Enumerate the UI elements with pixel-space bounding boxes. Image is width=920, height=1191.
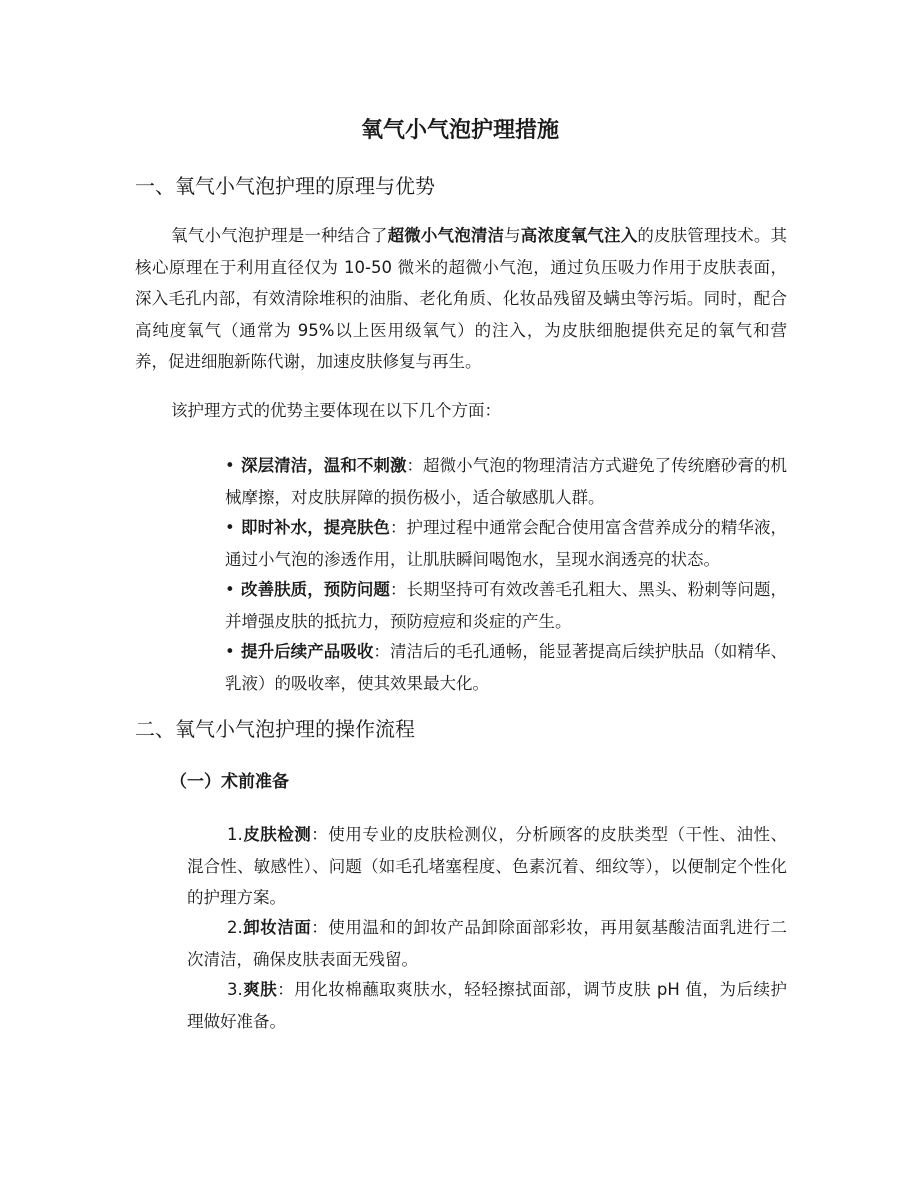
advantage-item	[225, 574, 787, 637]
step-text: ：使用专业的皮肤检测仪，分析顾客的皮肤类型（干性、油性、混合性、敏感性）、问题（如毛孔堵塞程度、色素沉着、细纹等），以便制定个性化的护理方案。	[187, 825, 788, 907]
advantage-label: 深层清洁，温和不刺激	[241, 456, 407, 475]
bullet-dot-icon: •	[225, 642, 235, 661]
advantages-lead-text: 该护理方式的优势主要体现在以下几个方面：	[171, 401, 501, 420]
advantage-text: ：护理过程中通常会配合使用富含营养成分的精华液，通过小气泡的渗透作用，让肌肤瞬间喝饱水，呈现水润透亮的状态。	[225, 518, 788, 569]
step-text: ：用化妆棉蘸取爽肤水，轻轻擦拭面部，调节皮肤 pH 值，为后续护理做好准备。	[187, 980, 788, 1031]
intro-bold-bubble-cleansing: 超微小气泡清洁	[387, 226, 505, 245]
advantage-label: 改善肤质，预防问题	[241, 580, 390, 599]
step-label: 爽肤	[242, 980, 278, 999]
advantage-item	[225, 636, 787, 699]
prep-step-item	[187, 912, 787, 975]
advantage-label: 提升后续产品吸收	[241, 642, 374, 661]
advantage-label: 即时补水，提亮肤色	[241, 518, 390, 537]
advantage-text: ：清洁后的毛孔通畅，能显著提高后续护肤品（如精华、乳液）的吸收率，使其效果最大化。	[225, 642, 788, 693]
step-label: 皮肤检测	[242, 825, 312, 844]
intro-text-and: 与	[504, 226, 521, 245]
prep-step-item	[187, 974, 787, 1037]
advantage-text: ：超微小气泡的物理清洁方式避免了传统磨砂膏的机械摩擦，对皮肤屏障的损伤极小，适合敏感肌人群。	[225, 456, 788, 507]
section-2-heading: 二、氧气小气泡护理的操作流程	[135, 717, 415, 741]
section-1-heading: 一、氧气小气泡护理的原理与优势	[135, 174, 435, 198]
step-number: 2.	[227, 918, 243, 937]
step-text: ：使用温和的卸妆产品卸除面部彩妆，再用氨基酸洁面乳进行二次清洁，确保皮肤表面无残留。	[187, 918, 788, 969]
prep-step-item	[187, 819, 787, 914]
bullet-dot-icon: •	[225, 580, 235, 599]
document-title: 氧气小气泡护理措施	[360, 118, 559, 143]
advantage-text: ：长期坚持可有效改善毛孔粗大、黑头、粉刺等问题，并增强皮肤的抵抗力，预防痘痘和炎症的产生。	[225, 580, 788, 631]
step-number: 3.	[227, 980, 243, 999]
bullet-dot-icon: •	[225, 456, 235, 475]
step-label: 卸妆洁面	[242, 918, 312, 937]
subsection-1-heading: （一）术前准备	[170, 772, 289, 792]
section-1-intro-paragraph	[135, 220, 787, 378]
advantage-item	[225, 450, 787, 513]
step-number: 1.	[227, 825, 243, 844]
bullet-dot-icon: •	[225, 518, 235, 537]
intro-text-rest: 的皮肤管理技术。其核心原理在于利用直径仅为 10-50 微米的超微小气泡，通过负压吸力作用于皮肤表面，深入毛孔内部，有效清除堆积的油脂、老化角质、化妆品残留及螨虫等污垢。同时，配合高纯度氧气（通常为 95%以上医用级氧气）的注入，为皮肤细胞提供充足的氧气和营养，促进细胞新陈代谢，加速皮肤修复与再生。	[135, 226, 788, 371]
advantage-item	[225, 512, 787, 575]
intro-bold-oxygen-infusion: 高浓度氧气注入	[520, 226, 638, 245]
intro-text-start: 氧气小气泡护理是一种结合了	[171, 226, 388, 245]
advantages-lead-paragraph	[135, 395, 787, 427]
